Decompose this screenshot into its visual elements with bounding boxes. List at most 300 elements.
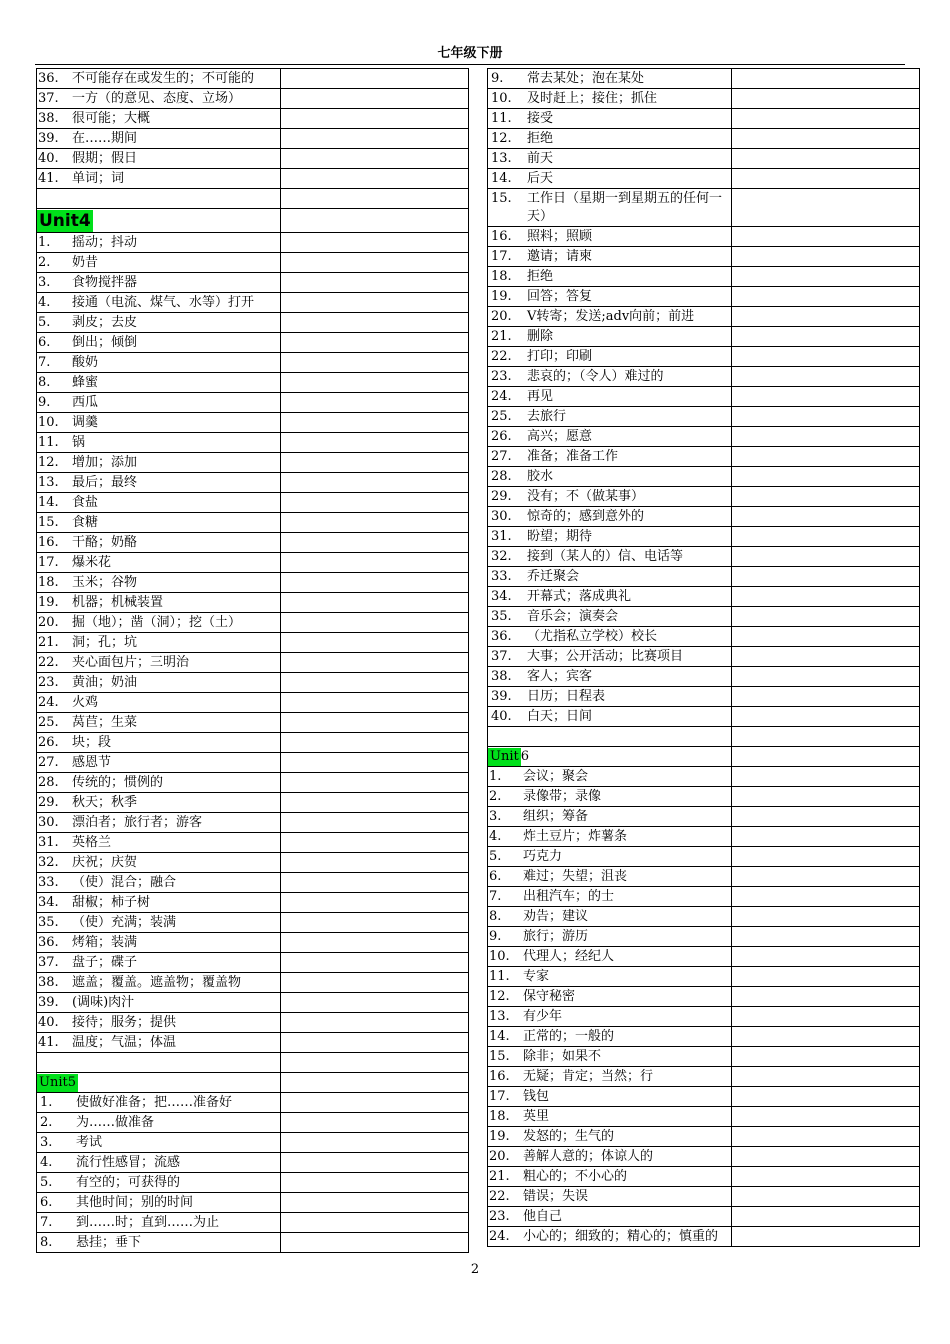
vocab-entry bbox=[488, 467, 732, 486]
entry-meaning: 后天 bbox=[527, 171, 554, 186]
blank-row bbox=[37, 1053, 469, 1073]
entry-meaning: 接受 bbox=[527, 111, 554, 126]
entry-number: 13. bbox=[489, 1009, 510, 1024]
unit-heading-cell bbox=[37, 1073, 281, 1092]
vocab-row bbox=[37, 1113, 469, 1133]
blank-answer-cell bbox=[732, 967, 920, 986]
vocab-row bbox=[488, 627, 920, 647]
entry-meaning: 出租汽车；的士 bbox=[523, 889, 615, 904]
vocab-entry bbox=[488, 867, 732, 886]
blank-answer-cell bbox=[281, 493, 469, 512]
entry-meaning: 盼望；期待 bbox=[527, 529, 593, 544]
vocab-entry bbox=[488, 547, 732, 566]
entry-number: 36. bbox=[491, 629, 512, 644]
vocab-row bbox=[37, 553, 469, 573]
blank-answer-cell bbox=[732, 627, 920, 646]
blank-answer-cell bbox=[732, 247, 920, 266]
blank-answer-cell bbox=[281, 573, 469, 592]
vocab-row bbox=[488, 607, 920, 627]
vocab-entry bbox=[37, 1153, 281, 1172]
entry-meaning: 使做好准备；把……准备好 bbox=[76, 1095, 233, 1110]
vocab-row bbox=[37, 913, 469, 933]
entry-meaning: 不可能存在或发生的；不可能的 bbox=[72, 71, 255, 86]
entry-meaning: 增加；添加 bbox=[72, 455, 138, 470]
blank-answer-cell bbox=[732, 947, 920, 966]
vocab-row bbox=[37, 169, 469, 189]
entry-meaning: 在……期间 bbox=[72, 131, 138, 146]
blank-answer-cell bbox=[281, 189, 469, 208]
blank-answer-cell bbox=[281, 1133, 469, 1152]
blank-answer-cell bbox=[732, 1087, 920, 1106]
vocab-entry bbox=[488, 587, 732, 606]
vocab-row bbox=[488, 367, 920, 387]
entry-number: 39. bbox=[491, 689, 512, 704]
vocab-entry bbox=[37, 633, 281, 652]
entry-number: 41. bbox=[38, 1035, 59, 1050]
blank-answer-cell bbox=[281, 69, 469, 88]
blank-answer-cell bbox=[732, 507, 920, 526]
vocab-entry bbox=[488, 129, 732, 148]
blank-answer-cell bbox=[281, 1233, 469, 1252]
blank-answer-cell bbox=[732, 927, 920, 946]
blank-answer-cell bbox=[281, 673, 469, 692]
blank-answer-cell bbox=[732, 447, 920, 466]
entry-number: 35. bbox=[38, 915, 59, 930]
blank-answer-cell bbox=[281, 373, 469, 392]
blank-answer-cell bbox=[732, 667, 920, 686]
entry-number: 21. bbox=[489, 1169, 510, 1184]
blank-answer-cell bbox=[281, 1193, 469, 1212]
vocab-row bbox=[488, 149, 920, 169]
entry-number: 34. bbox=[38, 895, 59, 910]
vocab-entry bbox=[488, 1127, 732, 1146]
entry-meaning: 前天 bbox=[527, 151, 554, 166]
vocab-row bbox=[488, 987, 920, 1007]
vocab-entry bbox=[488, 647, 732, 666]
blank-answer-cell bbox=[732, 407, 920, 426]
entry-number: 14. bbox=[38, 495, 59, 510]
blank-answer-cell bbox=[281, 453, 469, 472]
vocab-row bbox=[37, 69, 469, 89]
entry-number: 23. bbox=[489, 1209, 510, 1224]
blank-answer-cell bbox=[281, 89, 469, 108]
vocab-row bbox=[488, 667, 920, 687]
blank-answer-cell bbox=[732, 347, 920, 366]
blank-answer-cell bbox=[732, 267, 920, 286]
blank-answer-cell bbox=[281, 233, 469, 252]
vocab-entry bbox=[37, 553, 281, 572]
entry-meaning: 难过；失望；沮丧 bbox=[523, 869, 628, 884]
blank-answer-cell bbox=[732, 567, 920, 586]
vocab-row bbox=[37, 1013, 469, 1033]
entry-meaning: 爆米花 bbox=[72, 555, 112, 570]
blank-answer-cell bbox=[732, 787, 920, 806]
vocab-row bbox=[488, 647, 920, 667]
vocab-row bbox=[37, 673, 469, 693]
entry-meaning: 为……做准备 bbox=[76, 1115, 155, 1130]
entry-number: 23. bbox=[491, 369, 512, 384]
vocab-row bbox=[37, 89, 469, 109]
entry-meaning: 酸奶 bbox=[72, 355, 99, 370]
blank-answer-cell bbox=[281, 713, 469, 732]
vocab-entry bbox=[488, 507, 732, 526]
vocab-row bbox=[37, 713, 469, 733]
blank-answer-cell bbox=[281, 353, 469, 372]
entry-meaning: 烤箱；装满 bbox=[72, 935, 138, 950]
page-title: 七年级下册 bbox=[437, 46, 503, 61]
vocab-row bbox=[488, 1207, 920, 1227]
entry-number: 7. bbox=[38, 355, 51, 370]
vocab-row bbox=[488, 227, 920, 247]
entry-meaning: 食物搅拌器 bbox=[72, 275, 138, 290]
vocab-row bbox=[488, 1047, 920, 1067]
vocab-entry bbox=[488, 287, 732, 306]
vocab-entry bbox=[37, 653, 281, 672]
vocab-row bbox=[37, 313, 469, 333]
blank-answer-cell bbox=[732, 169, 920, 188]
vocab-row bbox=[488, 527, 920, 547]
entry-meaning: 庆祝；庆贺 bbox=[72, 855, 138, 870]
entry-meaning: 巧克力 bbox=[523, 849, 563, 864]
vocab-row bbox=[37, 873, 469, 893]
vocab-entry bbox=[37, 773, 281, 792]
blank-answer-cell bbox=[281, 793, 469, 812]
entry-number: 19. bbox=[489, 1129, 510, 1144]
entry-meaning: 胶水 bbox=[527, 469, 554, 484]
entry-meaning: 黄油；奶油 bbox=[72, 675, 138, 690]
vocab-row bbox=[37, 129, 469, 149]
entry-number: 8. bbox=[489, 909, 502, 924]
blank-answer-cell bbox=[281, 1213, 469, 1232]
blank-answer-cell bbox=[732, 69, 920, 88]
page-number: 2 bbox=[470, 1262, 480, 1277]
vocab-row bbox=[37, 853, 469, 873]
entry-number: 9. bbox=[38, 395, 51, 410]
blank-answer-cell bbox=[281, 853, 469, 872]
entry-meaning: 除非；如果不 bbox=[523, 1049, 602, 1064]
vocab-entry bbox=[37, 129, 281, 148]
vocab-entry bbox=[37, 1173, 281, 1192]
vocab-row bbox=[37, 733, 469, 753]
blank-answer-cell bbox=[732, 467, 920, 486]
blank-answer-cell bbox=[281, 273, 469, 292]
blank-answer-cell bbox=[281, 813, 469, 832]
vocab-row bbox=[37, 973, 469, 993]
entry-meaning: 会议；聚会 bbox=[523, 769, 589, 784]
vocab-entry bbox=[37, 353, 281, 372]
entry-number: 16. bbox=[489, 1069, 510, 1084]
blank-answer-cell bbox=[281, 613, 469, 632]
entry-number: 37. bbox=[491, 649, 512, 664]
blank-answer-cell bbox=[281, 149, 469, 168]
entry-number: 6. bbox=[38, 335, 51, 350]
entry-meaning: 准备；准备工作 bbox=[527, 449, 619, 464]
vocab-entry bbox=[37, 533, 281, 552]
entry-meaning: 专家 bbox=[523, 969, 550, 984]
entry-number: 26. bbox=[491, 429, 512, 444]
vocab-row bbox=[37, 1193, 469, 1213]
entry-meaning: 悲哀的；（令人）难过的 bbox=[527, 369, 664, 384]
vocab-row bbox=[37, 333, 469, 353]
vocab-entry bbox=[37, 713, 281, 732]
vocab-row bbox=[37, 653, 469, 673]
vocab-row bbox=[488, 387, 920, 407]
entry-meaning: 录像带；录像 bbox=[523, 789, 602, 804]
blank-answer-cell bbox=[732, 547, 920, 566]
entry-meaning: 温度；气温；体温 bbox=[72, 1035, 177, 1050]
vocab-row bbox=[37, 573, 469, 593]
vocab-entry bbox=[37, 333, 281, 352]
blank-answer-cell bbox=[732, 487, 920, 506]
entry-number: 26. bbox=[38, 735, 59, 750]
blank-answer-cell bbox=[281, 209, 469, 232]
entry-meaning: 单词；词 bbox=[72, 171, 125, 186]
vocab-entry bbox=[37, 953, 281, 972]
vocab-row bbox=[37, 1133, 469, 1153]
entry-number: 10. bbox=[489, 949, 510, 964]
entry-meaning: 去旅行 bbox=[527, 409, 567, 424]
vocab-entry bbox=[488, 627, 732, 646]
vocab-row bbox=[488, 267, 920, 287]
vocab-entry bbox=[37, 613, 281, 632]
blank-answer-cell bbox=[732, 227, 920, 246]
vocab-entry bbox=[37, 233, 281, 252]
vocab-row bbox=[488, 347, 920, 367]
entry-number: 10. bbox=[38, 415, 59, 430]
blank-answer-cell bbox=[732, 707, 920, 726]
vocab-row bbox=[488, 69, 920, 89]
vocab-entry bbox=[37, 873, 281, 892]
vocab-entry bbox=[37, 1033, 281, 1052]
blank-answer-cell bbox=[281, 973, 469, 992]
blank-answer-cell bbox=[281, 933, 469, 952]
blank-answer-cell bbox=[281, 1093, 469, 1112]
entry-number: 12. bbox=[489, 989, 510, 1004]
entry-number: 33. bbox=[38, 875, 59, 890]
vocab-row bbox=[488, 847, 920, 867]
vocab-entry bbox=[488, 827, 732, 846]
entry-number: 22. bbox=[489, 1189, 510, 1204]
blank-answer-cell bbox=[732, 1167, 920, 1186]
entry-meaning: 代理人；经纪人 bbox=[523, 949, 615, 964]
vocab-entry bbox=[488, 367, 732, 386]
vocab-entry bbox=[488, 69, 732, 88]
vocab-entry bbox=[488, 1147, 732, 1166]
blank-answer-cell bbox=[732, 427, 920, 446]
vocab-entry bbox=[488, 527, 732, 546]
entry-meaning: 有少年 bbox=[523, 1009, 563, 1024]
entry-number: 3. bbox=[40, 1135, 53, 1150]
blank-answer-cell bbox=[281, 593, 469, 612]
entry-meaning: 玉米；谷物 bbox=[72, 575, 138, 590]
unit-heading: Unit5 bbox=[39, 1075, 76, 1090]
vocab-entry bbox=[488, 347, 732, 366]
vocab-entry bbox=[488, 1047, 732, 1066]
entry-meaning: 传统的；惯例的 bbox=[72, 775, 164, 790]
vocab-entry bbox=[37, 733, 281, 752]
vocab-row bbox=[488, 307, 920, 327]
vocab-row bbox=[488, 169, 920, 189]
blank-answer-cell bbox=[281, 553, 469, 572]
vocab-entry bbox=[37, 973, 281, 992]
blank-answer-cell bbox=[732, 367, 920, 386]
vocab-row bbox=[488, 587, 920, 607]
entry-meaning: 块；段 bbox=[72, 735, 112, 750]
vocab-row bbox=[37, 513, 469, 533]
vocab-row bbox=[488, 189, 920, 227]
vocab-row bbox=[37, 893, 469, 913]
vocab-entry bbox=[37, 433, 281, 452]
entry-meaning: 锅 bbox=[72, 435, 86, 450]
entry-number: 38. bbox=[491, 669, 512, 684]
entry-number: 9. bbox=[491, 71, 504, 86]
entry-number: 4. bbox=[489, 829, 502, 844]
vocab-row bbox=[37, 933, 469, 953]
unit-heading-cell bbox=[37, 209, 281, 232]
blank-row bbox=[37, 189, 469, 209]
entry-meaning: 洞；孔；坑 bbox=[72, 635, 138, 650]
entry-number: 22. bbox=[491, 349, 512, 364]
blank-answer-cell bbox=[732, 1187, 920, 1206]
vocab-entry bbox=[37, 693, 281, 712]
blank-answer-cell bbox=[732, 189, 920, 226]
entry-number: 11. bbox=[491, 111, 512, 126]
entry-meaning: 日历；日程表 bbox=[527, 689, 606, 704]
blank-answer-cell bbox=[281, 513, 469, 532]
entry-meaning: 感恩节 bbox=[72, 755, 112, 770]
blank-answer-cell bbox=[281, 413, 469, 432]
blank-answer-cell bbox=[732, 767, 920, 786]
entry-meaning: 到……时；直到……为止 bbox=[76, 1215, 220, 1230]
vocab-row bbox=[488, 1067, 920, 1087]
entry-meaning: 火鸡 bbox=[72, 695, 99, 710]
vocab-row bbox=[488, 707, 920, 727]
blank-cell bbox=[488, 727, 732, 746]
entry-number: 5. bbox=[40, 1175, 53, 1190]
vocab-entry bbox=[488, 1167, 732, 1186]
vocab-row bbox=[37, 393, 469, 413]
vocab-entry bbox=[37, 253, 281, 272]
entry-meaning: 食糖 bbox=[72, 515, 99, 530]
vocab-entry bbox=[488, 227, 732, 246]
vocab-entry bbox=[488, 267, 732, 286]
vocab-row bbox=[37, 373, 469, 393]
entry-number: 16. bbox=[38, 535, 59, 550]
vocab-entry bbox=[488, 1107, 732, 1126]
blank-answer-cell bbox=[281, 473, 469, 492]
entry-meaning: 接通（电流、煤气、水等）打开 bbox=[72, 295, 255, 310]
vocab-entry bbox=[488, 887, 732, 906]
entry-number: 38. bbox=[38, 111, 59, 126]
entry-number: 6. bbox=[40, 1195, 53, 1210]
vocab-row bbox=[488, 867, 920, 887]
vocab-entry bbox=[488, 307, 732, 326]
vocab-row bbox=[37, 149, 469, 169]
entry-meaning: 无疑；肯定；当然；行 bbox=[523, 1069, 654, 1084]
entry-number: 3. bbox=[489, 809, 502, 824]
vocab-row bbox=[37, 693, 469, 713]
entry-meaning: 打印；印刷 bbox=[527, 349, 593, 364]
vocab-row bbox=[37, 493, 469, 513]
entry-number: 17. bbox=[491, 249, 512, 264]
entry-number: 1. bbox=[38, 235, 51, 250]
entry-number: 11. bbox=[489, 969, 510, 984]
entry-meaning: 莴苣；生菜 bbox=[72, 715, 138, 730]
entry-meaning: 高兴；愿意 bbox=[527, 429, 593, 444]
entry-number: 19. bbox=[491, 289, 512, 304]
vocab-row bbox=[37, 1033, 469, 1053]
entry-number: 30. bbox=[38, 815, 59, 830]
entry-meaning: 流行性感冒；流感 bbox=[76, 1155, 181, 1170]
blank-answer-cell bbox=[732, 89, 920, 108]
blank-answer-cell bbox=[732, 1107, 920, 1126]
entry-meaning: 英里 bbox=[523, 1109, 550, 1124]
entry-number: 4. bbox=[38, 295, 51, 310]
entry-number: 17. bbox=[38, 555, 59, 570]
entry-number: 33. bbox=[491, 569, 512, 584]
vocab-entry bbox=[488, 707, 732, 726]
vocab-row bbox=[37, 1173, 469, 1193]
vocab-entry bbox=[37, 673, 281, 692]
vocab-entry bbox=[37, 1213, 281, 1232]
vocab-entry bbox=[37, 1193, 281, 1212]
entry-number: 8. bbox=[38, 375, 51, 390]
entry-number: 8. bbox=[40, 1235, 53, 1250]
blank-answer-cell bbox=[281, 1013, 469, 1032]
entry-meaning: 调羹 bbox=[72, 415, 99, 430]
entry-number: 41. bbox=[38, 171, 59, 186]
vocab-row bbox=[488, 1127, 920, 1147]
vocab-row bbox=[488, 1187, 920, 1207]
vocab-entry bbox=[37, 293, 281, 312]
entry-number: 18. bbox=[38, 575, 59, 590]
vocab-row bbox=[37, 813, 469, 833]
vocab-entry bbox=[488, 987, 732, 1006]
vocab-row bbox=[488, 467, 920, 487]
page-header bbox=[35, 46, 905, 65]
entry-meaning: 再见 bbox=[527, 389, 554, 404]
blank-answer-cell bbox=[281, 433, 469, 452]
entry-number: 11. bbox=[38, 435, 59, 450]
vocab-row bbox=[37, 593, 469, 613]
entry-number: 37. bbox=[38, 955, 59, 970]
blank-answer-cell bbox=[732, 847, 920, 866]
blank-answer-cell bbox=[281, 393, 469, 412]
vocab-row bbox=[488, 427, 920, 447]
entry-number: 28. bbox=[38, 775, 59, 790]
vocab-row bbox=[488, 787, 920, 807]
blank-answer-cell bbox=[281, 313, 469, 332]
vocab-row bbox=[37, 233, 469, 253]
vocab-entry bbox=[488, 787, 732, 806]
blank-answer-cell bbox=[732, 987, 920, 1006]
entry-number: 25. bbox=[491, 409, 512, 424]
entry-number: 17. bbox=[489, 1089, 510, 1104]
entry-number: 6. bbox=[489, 869, 502, 884]
entry-number: 29. bbox=[491, 489, 512, 504]
entry-number: 39. bbox=[38, 131, 59, 146]
entry-number: 40. bbox=[38, 151, 59, 166]
vocab-entry bbox=[37, 993, 281, 1012]
vocab-entry bbox=[488, 427, 732, 446]
entry-meaning: 发怒的；生气的 bbox=[523, 1129, 615, 1144]
entry-meaning: 工作日（星期一到星期五的任何一天） bbox=[527, 191, 723, 224]
vocab-entry bbox=[488, 847, 732, 866]
entry-number: 21. bbox=[491, 329, 512, 344]
blank-answer-cell bbox=[281, 333, 469, 352]
vocab-entry bbox=[488, 567, 732, 586]
vocab-entry bbox=[37, 89, 281, 108]
